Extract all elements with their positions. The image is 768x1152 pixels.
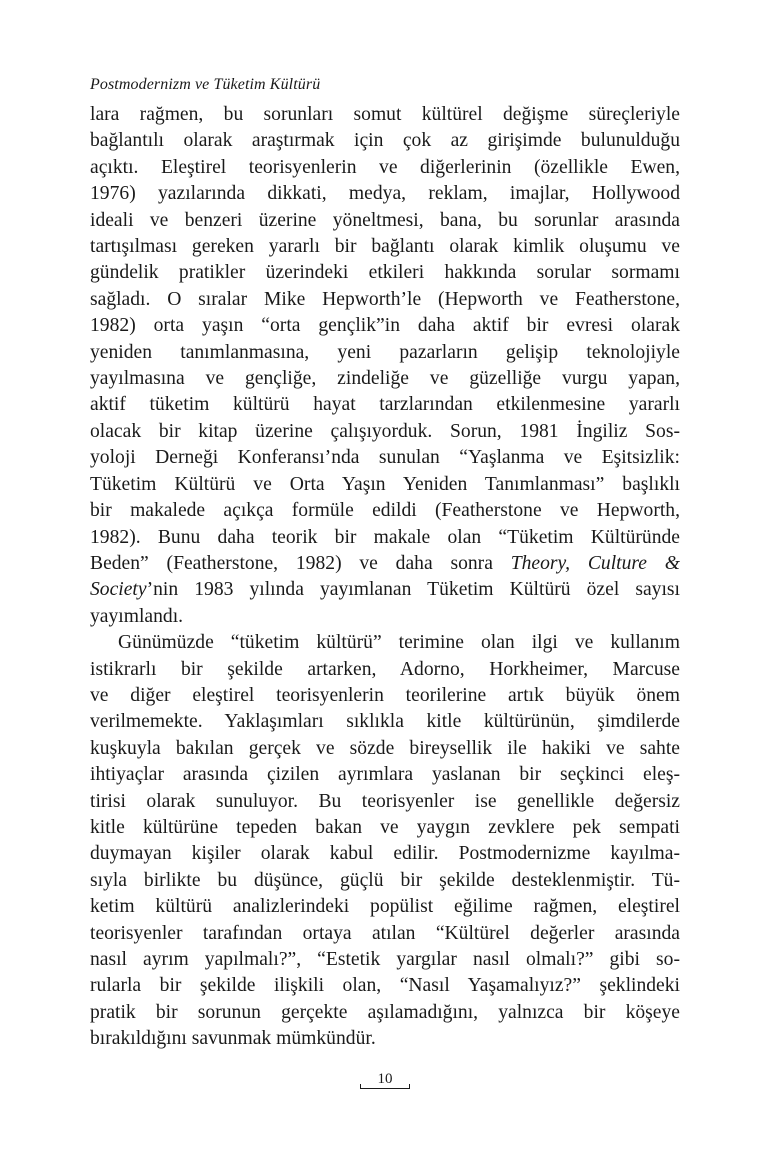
text-line: verilmemekte. Yaklaşımları sıklıkla kitle kültürünün, şimdilerde xyxy=(90,711,680,733)
text-line: bırakıldığını savunmak mümkündür. xyxy=(90,1028,376,1050)
text-line: sağladı. O sıralar Mike Hepworth’le (Hepworth ve Featherstone, xyxy=(90,288,680,310)
text-line: sıyla birlikte bu düşünce, güçlü bir şekilde desteklenmiştir. Tü- xyxy=(90,869,680,891)
text-line: olacak bir kitap üzerine çalışıyorduk. Sorun, 1981 İngiliz Sos- xyxy=(90,420,680,442)
italic-title-run: Society xyxy=(90,579,147,601)
text-line: aktif tüketim kültürü hayat tarzlarından etkilenmesine yararlı xyxy=(90,394,680,416)
text-line: lara rağmen, bu sorunları somut kültürel değişme süreçleriyle xyxy=(90,104,680,125)
text-line: pratik bir sorunun gerçekte aşılamadığını, yalnızca bir köşeye xyxy=(90,1001,680,1023)
text-line: gündelik pratikler üzerindeki etkileri hakkında sorular sormamı xyxy=(90,262,680,284)
page-number-rule-tick xyxy=(409,1084,410,1089)
text-line: teorisyenler tarafından ortaya atılan “Kültürel değerler arasında xyxy=(90,922,680,944)
text-line: ideali ve benzeri üzerine yöneltmesi, bana, bu sorunlar arasında xyxy=(90,209,680,231)
paragraph-1 xyxy=(90,102,680,630)
page-number: 10 xyxy=(377,1071,393,1087)
page-number-rule-tick xyxy=(360,1084,361,1089)
text-line xyxy=(90,551,680,577)
text-line: bir makalede açıkça formüle edildi (Featherstone ve Hepworth, xyxy=(90,500,680,522)
text-line: 1976) yazılarında dikkati, medya, reklam, imajlar, Hollywood xyxy=(90,183,680,205)
text-line: ketim kültürü analizlerindeki popülist eğilime rağmen, eleştirel xyxy=(90,896,680,918)
text-line: yeniden tanımlanmasına, yeni pazarların gelişip teknolojiyle xyxy=(90,341,680,363)
text-line: ihtiyaçlar arasında çizilen ayrımlara yaslanan bir seçkinci eleş- xyxy=(90,764,680,786)
text-run: ’nin 1983 yılında yayımlanan Tüketim Kültürü özel sayısı xyxy=(146,579,680,601)
italic-title-run: Theory, Culture & xyxy=(510,552,681,574)
page-number-footer xyxy=(360,1070,410,1094)
text-line: kuşkuyla bakılan gerçek ve sözde bireysellik ile hakiki ve sahte xyxy=(90,737,680,759)
text-line: yoloji Derneği Konferansı’nda sunulan “Yaşlanma ve Eşitsizlik: xyxy=(90,447,680,469)
text-line: 1982) orta yaşın “orta gençlik”in daha aktif bir evresi olarak xyxy=(90,315,680,337)
text-line: rularla bir şekilde ilişkili olan, “Nasıl Yaşamalıyız?” şeklindeki xyxy=(90,975,680,997)
paragraph-2 xyxy=(90,630,680,1053)
page-number-rule xyxy=(360,1088,410,1089)
text-line: Tüketim Kültürü ve Orta Yaşın Yeniden Tanımlanması” başlıklı xyxy=(90,473,680,495)
text-line: bağlantılı olarak araştırmak için çok az girişimde bulunulduğu xyxy=(90,130,680,152)
text-line: tartışılması gereken yararlı bir bağlantı olarak kimlik oluşumu ve xyxy=(90,236,680,258)
text-line: nasıl ayrım yapılmalı?”, “Estetik yargılar nasıl olmalı?” gibi so- xyxy=(90,949,680,970)
text-line: ve diğer eleştirel teorisyenlerin teorilerine artık büyük önem xyxy=(90,684,680,706)
text-run: Beden” (Featherstone, 1982) ve daha sonra xyxy=(90,552,511,574)
running-header: Postmodernizm ve Tüketim Kültürü xyxy=(90,76,321,93)
body-text xyxy=(90,102,680,1053)
text-line: yayılmasına ve gençliğe, zindeliğe ve güzelliğe vurgu yapan, xyxy=(90,368,680,390)
text-line: duymayan kişiler olarak kabul edilir. Postmodernizme kayılma- xyxy=(90,843,680,865)
text-line: 1982). Bunu daha teorik bir makale olan “Tüketim Kültüründe xyxy=(90,526,680,548)
text-line: istikrarlı bir şekilde artarken, Adorno, Horkheimer, Marcuse xyxy=(90,658,680,680)
text-line: Günümüzde “tüketim kültürü” terimine olan ilgi ve kullanım xyxy=(118,632,680,654)
text-line: kitle kültürüne tepeden bakan ve yaygın zevklere pek sempati xyxy=(90,816,680,838)
text-line: açıktı. Eleştirel teorisyenlerin ve diğerlerinin (özellikle Ewen, xyxy=(90,156,680,178)
text-line xyxy=(90,577,680,603)
text-line: tirisi olarak sunuluyor. Bu teorisyenler ise genellikle değersiz xyxy=(90,790,680,812)
text-line: yayımlandı. xyxy=(90,605,184,627)
